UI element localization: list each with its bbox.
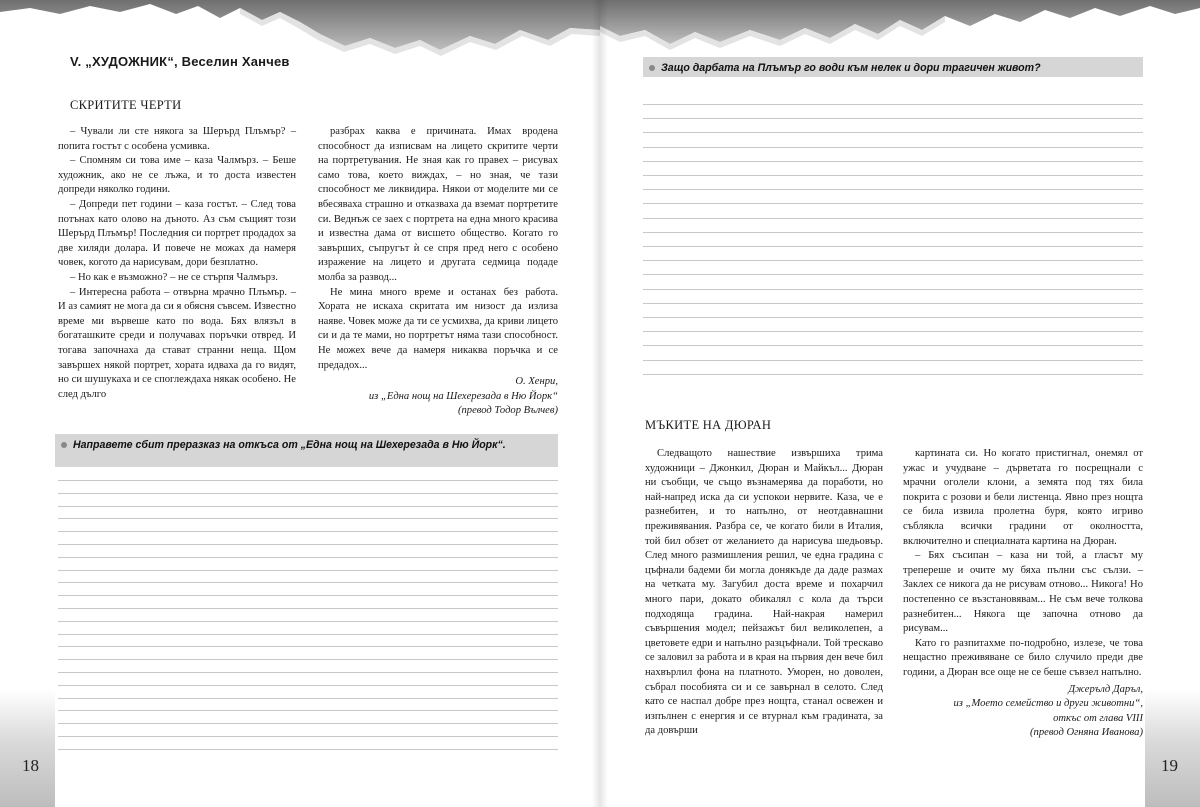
answer-line	[58, 736, 558, 737]
answer-line	[643, 161, 1143, 162]
answer-line	[58, 595, 558, 596]
answer-line	[58, 634, 558, 635]
author: Джерълд Даръл,	[1068, 683, 1143, 695]
answer-line	[643, 175, 1143, 176]
paragraph: картината си. Но когато пристигнал, онемял от ужас и учудване – дърветата го посрещнали с мрачни оголели клони, а земята под тях била покрита с розови и бели листенца. Явно през нощта се била извила пролетна буря, която игриво съблякла всички градини от околността, включително и специалната картина на Дюран.	[903, 448, 1143, 547]
answer-line	[58, 506, 558, 507]
page-number: 19	[1161, 756, 1178, 775]
section-title: МЪКИТЕ НА ДЮРАН	[645, 418, 772, 432]
answer-line	[58, 710, 558, 711]
answer-line	[58, 685, 558, 686]
answer-line	[643, 374, 1143, 375]
torn-paper-header	[0, 0, 600, 60]
answer-line	[643, 203, 1143, 204]
answer-line	[643, 218, 1143, 219]
paragraph: – Интересна работа – отвърна мрачно Плъмър. – И аз самият не мога да си я обясня съвсем. Известно време ми вървеше като по вода. Бях влязъл в богаташките среди и получавах поръчки отвред. И тогава започнаха да стават странни неща. Щом завършех някой портрет, хората идваха да го видят, но си шушукаха и се споглеждаха някак особено. Не след дълго	[58, 286, 296, 400]
text-column-2	[903, 447, 1143, 741]
answer-line	[58, 608, 558, 609]
answer-line	[643, 246, 1143, 247]
translator: (превод Огняна Иванова)	[1030, 727, 1143, 739]
answer-line	[643, 260, 1143, 261]
page-number: 18	[22, 756, 39, 775]
paragraph: – Но как е възможно? – не се стърпя Чалмърз.	[70, 271, 278, 283]
task-text: Направете сбит преразказ на откъса от „Една нощ на Шехерезада в Ню Йорк“.	[73, 439, 506, 451]
answer-line	[643, 104, 1143, 105]
answer-line	[643, 147, 1143, 148]
answer-line	[58, 723, 558, 724]
answer-line	[58, 570, 558, 571]
answer-line	[58, 646, 558, 647]
answer-line	[643, 189, 1143, 190]
answer-line	[643, 232, 1143, 233]
answer-line	[643, 274, 1143, 275]
bullet-icon	[61, 442, 67, 448]
answer-lines[interactable]	[58, 480, 558, 760]
bullet-icon	[649, 65, 655, 71]
paragraph: Следващото нашествие извършиха трима художници – Джонкил, Дюран и Майкъл... Дюран ни съобщи, че също възнамерява да поработи, но най-напред иска да си успокои нервите. Каза, че е разнебитен, и то напълно, от неотдавнашни преживявания. Разбра се, че когато били в Италия, той бил обзет от желанието да нарисува шедьовър. След много размишления решил, че една градина с цъфнали бадеми би могла донякъде да даде размах на четката му. Загубил доста време и похарчил много пари, докато обикалял с кола да търси подходяща градина. Най-накрая намерил съвършения модел; пейзажът бил великолепен, а цветовете едри и напълно разцъфнали. Той трескаво се заловил за работа и в края на първия ден вече бил нахвърлил фона на платното. Уморен, но доволен, събрал пособията си и се завърнал в селото. След като се наспал добре през нощта, станал освежен и изпълнен с енергия и се втурнал към градината, за да довърши	[645, 448, 883, 737]
task-prompt	[643, 57, 1143, 77]
source-title: из „Моето семейство и други животни“,	[953, 698, 1143, 710]
section-title: СКРИТИТЕ ЧЕРТИ	[70, 98, 182, 112]
source-title: из „Една нощ на Шехерезада в Ню Йорк“	[368, 390, 558, 402]
source-attribution	[318, 375, 558, 419]
answer-line	[58, 544, 558, 545]
answer-line	[58, 698, 558, 699]
task-prompt	[55, 434, 558, 467]
author: О. Хенри,	[515, 376, 558, 388]
decorative-side-band	[0, 690, 55, 807]
task-text: Защо дарбата на Плъмър го води към нелек и дори трагичен живот?	[661, 62, 1041, 74]
answer-line	[58, 480, 558, 481]
answer-line	[643, 118, 1143, 119]
answer-line	[58, 582, 558, 583]
answer-line	[643, 132, 1143, 133]
answer-line	[58, 749, 558, 750]
answer-line	[58, 557, 558, 558]
answer-line	[58, 672, 558, 673]
book-gutter-shadow	[592, 0, 608, 807]
answer-lines[interactable]	[643, 104, 1143, 404]
answer-line	[643, 303, 1143, 304]
answer-line	[643, 331, 1143, 332]
answer-line	[58, 621, 558, 622]
answer-line	[58, 518, 558, 519]
answer-line	[58, 659, 558, 660]
paragraph: разбрах каква е причината. Имах вродена способност да изписвам на лицето скритите черти на портретувания. Не зная как го правех – рисувах само това, което виждах, – но зная, че тази способност ме ликвидира. Някои от моделите ми се вбесяваха страшно и отказваха да вземат портретите си. Веднъж се заех с портрета на една много красива и известна дама от висшето общество. Когато го завърших, съпругът ѝ се спря пред него с особено изражение на лицето и другата седмица подаде молба за развод...	[318, 126, 558, 283]
text-column-2	[318, 125, 558, 419]
answer-line	[643, 345, 1143, 346]
decorative-side-band	[1145, 690, 1200, 807]
paragraph: – Бях съсипан – каза ни той, а гласът му трепереше и очите му бяха пълни със сълзи. – Заклех се никога да не рисувам отново... Никога! Но постепенно се възстановявам... Не съм вече толкова разнебитен... Някога ще започна отново да рисувам...	[903, 550, 1143, 635]
answer-line	[643, 360, 1143, 361]
paragraph: – Спомням си това име – каза Чалмърз. – Беше художник, ако не се лъжа, и то доста известен допреди няколко години.	[58, 155, 296, 196]
source-attribution	[903, 683, 1143, 741]
answer-line	[58, 493, 558, 494]
translator: (превод Тодор Вълчев)	[457, 405, 558, 417]
excerpt-info: откъс от глава VIII	[1053, 712, 1143, 724]
answer-line	[58, 531, 558, 532]
paragraph: Не мина много време и останах без работа. Хората не искаха скритата им низост да излиза наяве. Човек може да ти се усмихва, да криви лицето си и да те мами, но портретът няма тази способност. Не можех вече да намеря никаква поръчка и се предадох...	[318, 286, 558, 371]
text-column-1	[58, 125, 296, 402]
paragraph: Като го разпитахме по-подробно, излезе, че това нещастно преживяване се било случило преди две години, а Дюран все още не се беше съвзел напълно.	[903, 637, 1143, 678]
chapter-title: V. „ХУДОЖНИК“, Веселин Ханчев	[70, 54, 290, 69]
answer-line	[643, 317, 1143, 318]
torn-paper-header	[600, 0, 1200, 60]
text-column-1	[645, 447, 883, 739]
answer-line	[643, 289, 1143, 290]
paragraph: – Чували ли сте някога за Шерърд Плъмър? – попита гостът с особена усмивка.	[58, 126, 296, 152]
paragraph: – Допреди пет години – каза гостът. – След това потънах като олово на дъното. Аз съм същият този Шерърд Плъмър! Последния си портрет продадох за две хиляди долара. И повече не можах да намеря човек, когото да нарисувам, дори безплатно.	[58, 198, 296, 269]
